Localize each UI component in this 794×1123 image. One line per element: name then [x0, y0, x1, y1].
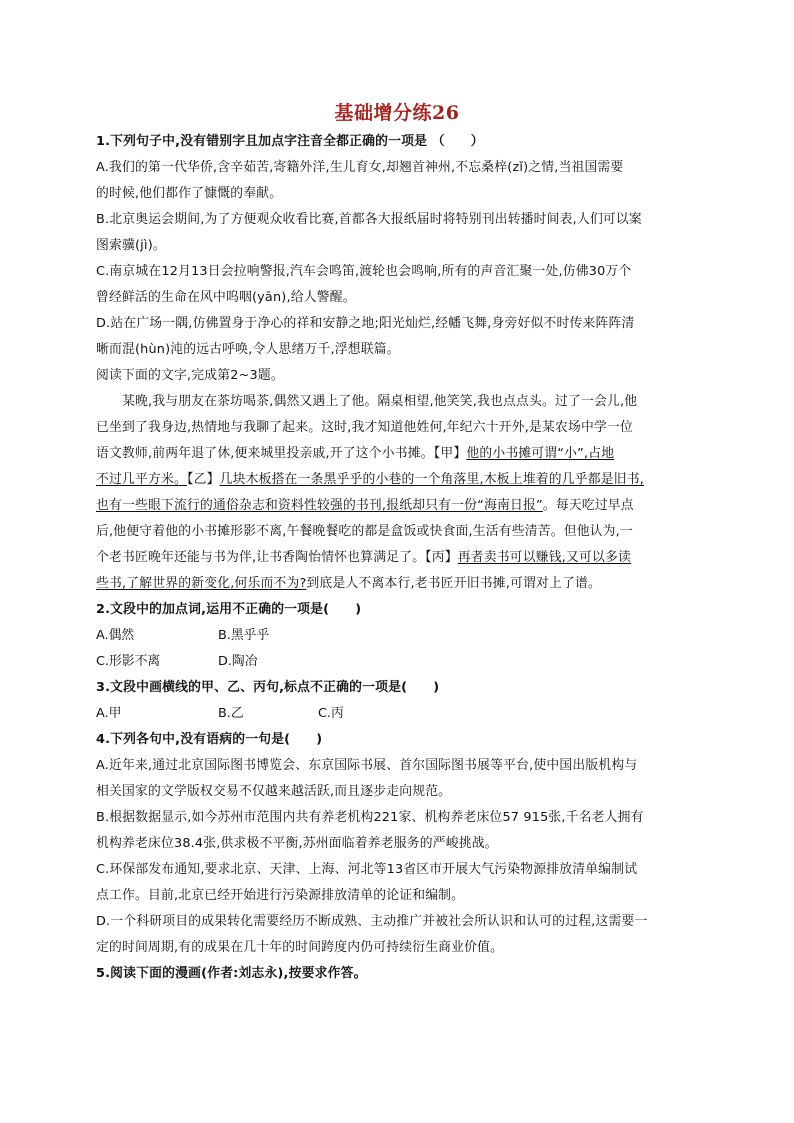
- q2-option-c[interactable]: C.形影不离: [96, 654, 161, 669]
- q2-option-b[interactable]: B.黑乎乎: [218, 628, 270, 643]
- q4-stem: 4.下列各句中,没有语病的一句是( ): [96, 732, 323, 747]
- sentence-jia-underlined: 他的小书摊可谓“小”,占地: [466, 446, 615, 461]
- q4-option-a-line1: A.近年来,通过北京国际图书博览会、东京国际书展、首尔国际图书展等平台,使中国出版机构与: [96, 758, 638, 773]
- q1-option-d-line2: 晰而混(hùn)沌的远古呼唤,令人思绪万千,浮想联篇。: [96, 342, 400, 357]
- passage-text: 个老书匠晚年还能与书为伴,让书香陶怡情怀也算满足了。: [96, 550, 426, 565]
- q1-option-b-line2: 图索骥(jì)。: [96, 238, 166, 253]
- q1-option-b-line1: B.北京奥运会期间,为了方便观众收看比赛,首都各大报纸届时将特别刊出转播时间表,人们可以案: [96, 212, 642, 227]
- passage-line-3: [96, 446, 698, 462]
- q1-option-a-line1: A.我们的第一代华侨,含辛茹苦,寄籍外洋,生儿育女,却翘首神州,不忘桑梓(zǐ)之情,当祖国需要: [96, 160, 624, 175]
- sentence-bing-marker: 【丙】: [425, 550, 458, 565]
- q2-options-row-2: [96, 654, 258, 670]
- q1-option-a-line2: 的时候,他们都作了慷慨的奉献。: [96, 186, 283, 201]
- q4-option-b-line2: 机构养老床位38.4张,供求极不平衡,苏州面临着养老服务的严峻挑战。: [96, 836, 498, 851]
- q1-option-c-line1: C.南京城在12月13日会拉响警报,汽车会鸣笛,渡轮也会鸣响,所有的声音汇聚一处,仿佛30万个: [96, 264, 632, 279]
- sentence-bing-underlined: 再者卖书可以赚钱,又可以多读: [457, 550, 632, 565]
- passage-text: 语文教师,前两年退了休,便来城里投亲戚,开了这个小书摊。: [96, 446, 434, 461]
- sentence-yi-marker: 【乙】: [186, 472, 220, 487]
- sentence-bing-underlined-cont: 些书,了解世界的新变化,何乐而不为?: [96, 576, 307, 591]
- q4-option-d-line1: D.一个科研项目的成果转化需要经历不断成熟、主动推广并被社会所认识和认可的过程,这需要一: [96, 914, 648, 929]
- passage-line-7: [96, 550, 698, 566]
- q3-option-a[interactable]: A.甲: [96, 706, 122, 721]
- sentence-jia-marker: 【甲】: [433, 446, 467, 461]
- q3-option-b[interactable]: B.乙: [218, 706, 244, 721]
- q4-option-a-line2: 相关国家的文学版权交易不仅越来越活跃,而且逐步走向规范。: [96, 784, 452, 799]
- sentence-jia-underlined-cont: 不过几平方米。: [96, 472, 187, 487]
- passage-line-8: [96, 576, 698, 592]
- q2-option-d[interactable]: D.陶冶: [218, 654, 258, 669]
- q4-option-c-line2: 点工作。目前,北京已经开始进行污染源排放清单的论证和编制。: [96, 888, 465, 903]
- q3-stem: 3.文段中画横线的甲、乙、丙句,标点不正确的一项是( ): [96, 680, 440, 695]
- sentence-yi-underlined: 几块木板搭在一条黑乎乎的小巷的一个角落里,木板上堆着的几乎都是旧书,: [219, 472, 645, 487]
- q4-option-b-line1: B.根据数据显示,如今苏州市范围内共有养老机构221家、机构养老床位57 915张,千名老人拥有: [96, 810, 644, 825]
- q5-stem: 5.阅读下面的漫画(作者:刘志永),按要求作答。: [96, 966, 367, 981]
- passage-line-6: 后,他便守着他的小书摊形影不离,午餐晚餐吃的都是盒饭或快食面,生活有些清苦。但他认为,一: [96, 524, 633, 539]
- q4-option-c-line1: C.环保部发布通知,要求北京、天津、上海、河北等13省区市开展大气污染物源排放清单编制试: [96, 862, 638, 877]
- sentence-yi-underlined-cont: 也有一些眼下流行的通俗杂志和资料性较强的书刊,报纸却只有一份“海南日报”: [96, 498, 543, 513]
- q2-option-a[interactable]: A.偶然: [96, 628, 135, 643]
- passage-line-1: 某晚,我与朋友在茶坊喝茶,偶然又遇上了他。隔桌相望,他笑笑,我也点点头。过了一会儿,他: [122, 394, 638, 409]
- page-title: 基础增分练26: [334, 102, 460, 124]
- passage-line-2: 已坐到了我身边,热情地与我聊了起来。这时,我才知道他姓何,年纪六十开外,是某农场中学一位: [96, 420, 633, 435]
- reading-intro: 阅读下面的文字,完成第2~3题。: [96, 368, 284, 383]
- passage-text: 到底是人不离本行,老书匠开旧书摊,可谓对上了谱。: [306, 576, 601, 591]
- q1-option-c-line2: 曾经鲜活的生命在风中呜咽(yān),给人警醒。: [96, 290, 356, 305]
- q3-options-row: [96, 706, 344, 722]
- passage-line-5: [96, 498, 698, 514]
- q2-stem: 2.文段中的加点词,运用不正确的一项是( ): [96, 602, 362, 617]
- q3-option-c[interactable]: C.丙: [318, 706, 344, 721]
- q1-option-d-line1: D.站在广场一隅,仿佛置身于净心的祥和安静之地;阳光灿烂,经幡飞舞,身旁好似不时传来阵阵清: [96, 316, 635, 331]
- q2-options-row-1: [96, 628, 269, 644]
- passage-text: 。每天吃过早点: [542, 498, 634, 513]
- passage-line-4: [96, 472, 698, 488]
- q1-stem: 1.下列句子中,没有错别字且加点字注音全都正确的一项是 （ ）: [96, 134, 484, 149]
- q4-option-d-line2: 定的时间周期,有的成果在几十年的时间跨度内仍可持续衍生商业价值。: [96, 940, 504, 955]
